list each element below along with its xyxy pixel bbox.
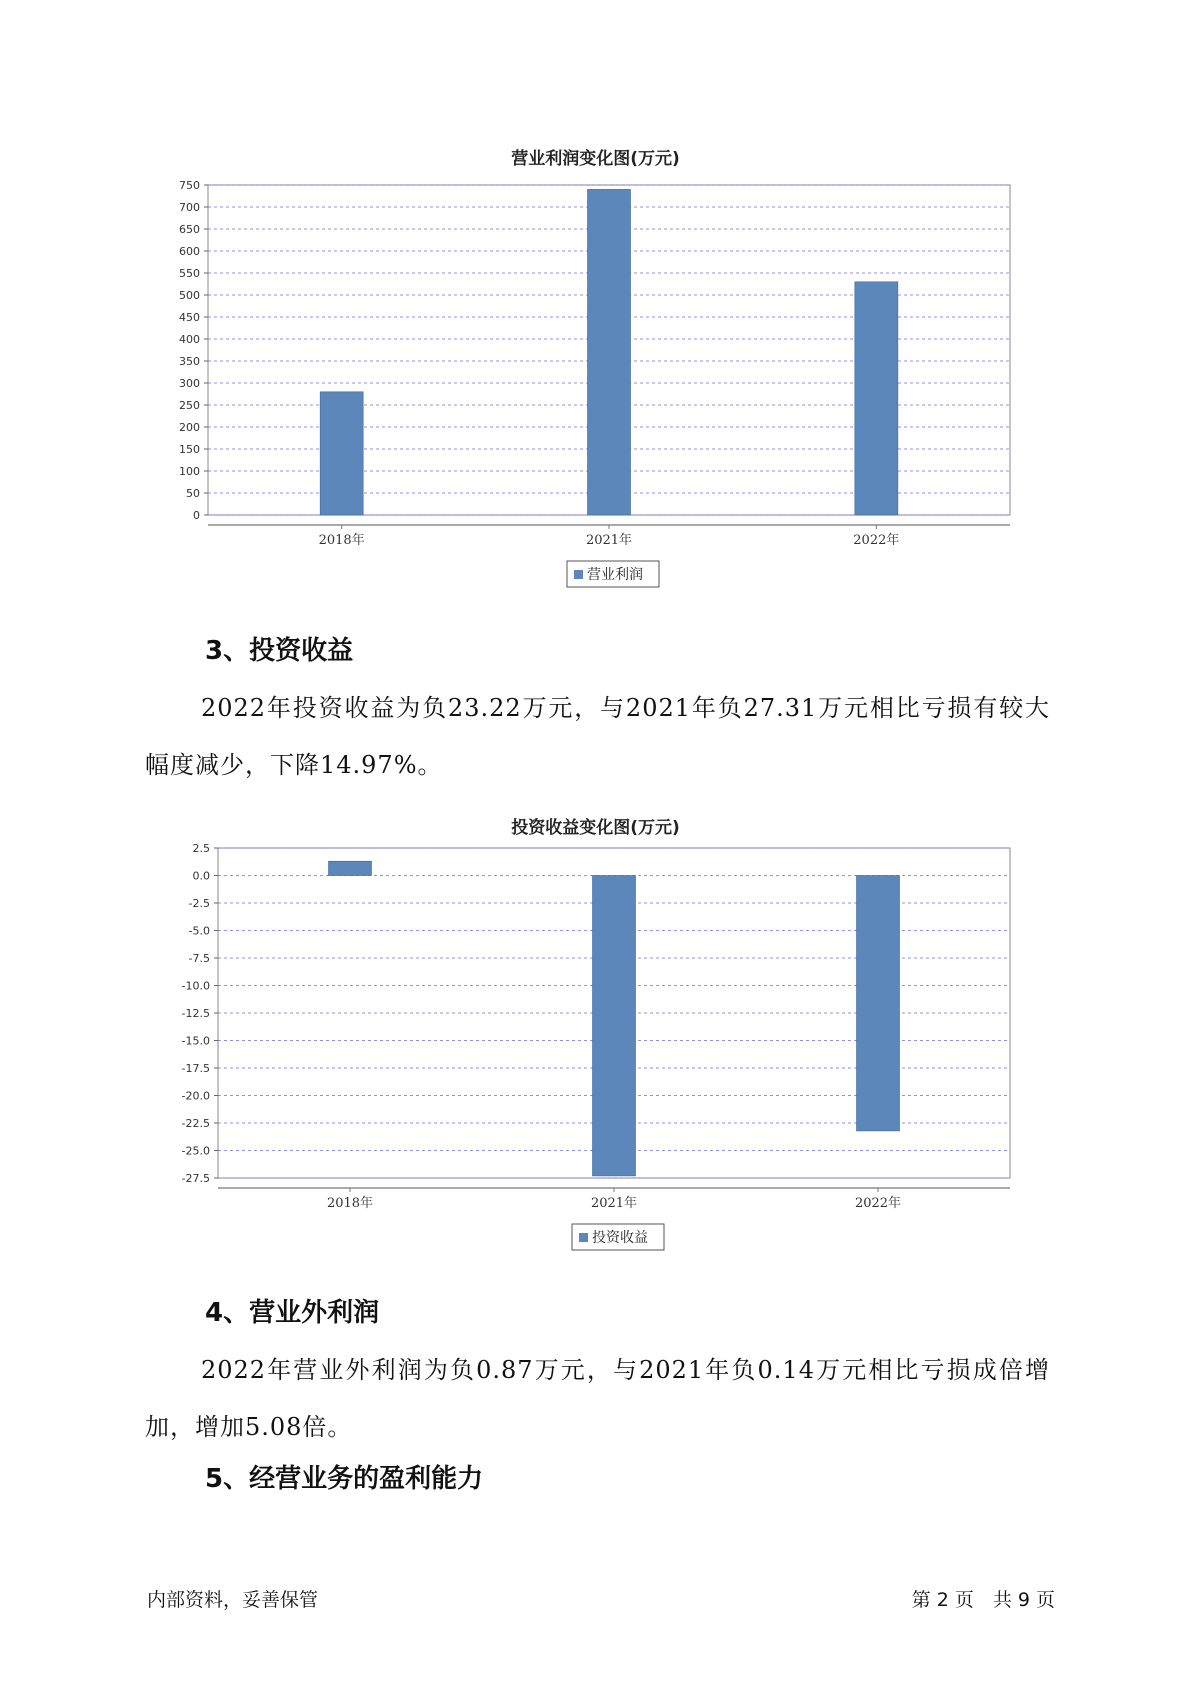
y-tick-label: 450 (179, 311, 200, 324)
legend-swatch (574, 570, 583, 579)
chart1-title: 营业利润变化图(万元) (511, 149, 680, 169)
y-tick-label: 350 (179, 355, 200, 368)
y-tick-label: -7.5 (188, 952, 210, 965)
x-tick-label: 2018年 (318, 533, 365, 548)
bar-2018年 (329, 861, 372, 875)
legend-label: 投资收益 (592, 1230, 648, 1246)
y-tick-label: 0.0 (192, 869, 210, 883)
y-tick-label: 550 (179, 267, 200, 280)
y-tick-label: -25.0 (181, 1144, 210, 1158)
operating-profit-chart (0, 170, 1191, 590)
y-tick-label: 500 (179, 289, 200, 302)
section-3-title: 3、投资收益 (205, 636, 354, 666)
y-tick-label: -15.0 (181, 1034, 210, 1048)
y-tick-label: 250 (179, 399, 200, 412)
y-tick-label: -27.5 (181, 1172, 210, 1185)
y-tick-label: -10.0 (181, 979, 210, 993)
chart2-title: 投资收益变化图(万元) (511, 818, 680, 838)
y-tick-label: 700 (179, 201, 200, 214)
y-tick-label: -2.5 (188, 897, 210, 910)
bar-2021年 (588, 189, 631, 515)
footer-page-number: 第 2 页 共 9 页 (911, 1589, 1055, 1611)
y-tick-label: 750 (179, 179, 200, 192)
x-tick-label: 2022年 (854, 1196, 902, 1211)
section-5-title: 5、经营业务的盈利能力 (205, 1464, 484, 1494)
y-tick-label: -22.5 (181, 1117, 210, 1130)
bar-2018年 (320, 392, 363, 515)
bar-2021年 (593, 876, 636, 1176)
y-tick-label: 2.5 (192, 842, 210, 855)
y-tick-label: -17.5 (181, 1062, 210, 1075)
section-4-text: 2022年营业外利润为负0.87万元，与2021年负0.14万元相比亏损成倍增加，增加5.08倍。 (145, 1356, 1050, 1441)
y-tick-label: -5.0 (188, 924, 210, 938)
investment-income-chart-svg (0, 838, 1191, 1258)
x-tick-label: 2022年 (853, 533, 900, 548)
y-tick-label: 200 (179, 421, 200, 434)
footer-confidential: 内部资料，妥善保管 (147, 1589, 319, 1611)
bar-2022年 (855, 282, 898, 515)
section-4-title: 4、营业外利润 (205, 1298, 380, 1328)
x-tick-label: 2021年 (585, 533, 633, 548)
y-tick-label: 400 (179, 333, 200, 346)
legend-swatch (579, 1233, 588, 1242)
investment-income-chart (0, 838, 1191, 1258)
y-tick-label: 300 (179, 377, 200, 390)
y-tick-label: 50 (186, 487, 200, 500)
y-tick-label: 600 (179, 245, 200, 258)
y-tick-label: 650 (179, 223, 200, 236)
y-tick-label: 100 (179, 465, 200, 478)
x-tick-label: 2018年 (326, 1196, 374, 1211)
x-tick-label: 2021年 (590, 1196, 638, 1211)
section-3-text: 2022年投资收益为负23.22万元，与2021年负27.31万元相比亏损有较大幅度减少，下降14.97%。 (145, 694, 1050, 779)
operating-profit-chart-svg (0, 170, 1191, 590)
legend-label: 营业利润 (587, 567, 643, 583)
y-tick-label: -12.5 (181, 1007, 210, 1020)
y-tick-label: 0 (193, 509, 200, 522)
bar-2022年 (857, 876, 900, 1131)
y-tick-label: 150 (179, 443, 200, 456)
y-tick-label: -20.0 (181, 1089, 210, 1103)
